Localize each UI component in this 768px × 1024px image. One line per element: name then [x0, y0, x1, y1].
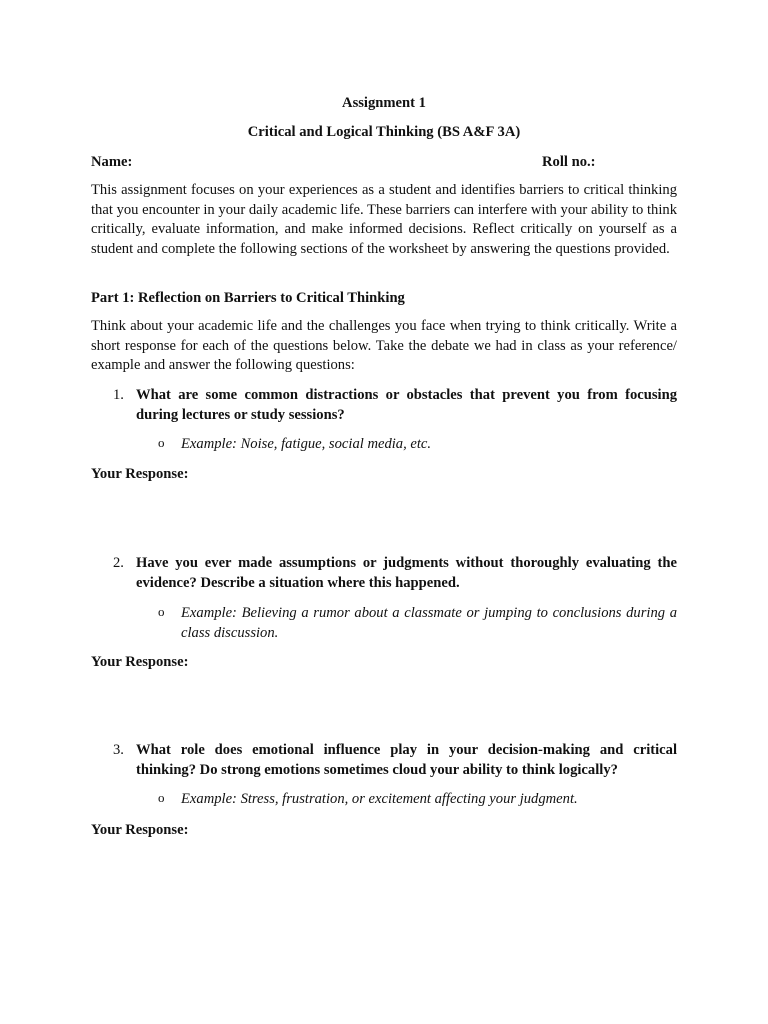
bullet-icon: o — [158, 604, 165, 619]
question-item — [91, 553, 677, 593]
example-item — [91, 603, 677, 643]
question-item — [91, 740, 677, 780]
response-label: Your Response: — [91, 822, 189, 838]
part1-heading: Part 1: Reflection on Barriers to Critical Thinking — [91, 290, 405, 306]
example-text: Example: Stress, frustration, or excitement affecting your judgment. — [181, 791, 578, 807]
question-text: What role does emotional influence play in your decision-making and critical thinking? Do strong emotions sometimes cloud your ability to think logically? — [136, 742, 677, 778]
document-subtitle: Critical and Logical Thinking (BS A&F 3A) — [247, 124, 521, 140]
question-number: 2. — [113, 555, 124, 571]
response-label: Your Response: — [91, 466, 189, 482]
document-title: Assignment 1 — [342, 95, 426, 111]
example-item — [91, 434, 677, 454]
bullet-icon: o — [158, 790, 165, 805]
question-text: Have you ever made assumptions or judgments without thoroughly evaluating the evidence? Describe a situation where this happened. — [136, 555, 677, 591]
question-item — [91, 385, 677, 425]
example-text: Example: Noise, fatigue, social media, etc. — [181, 436, 432, 452]
student-fields-row — [91, 152, 677, 172]
name-label: Name: — [91, 154, 133, 170]
example-item — [91, 789, 677, 809]
bullet-icon: o — [158, 435, 165, 450]
question-number: 3. — [113, 742, 124, 758]
response-label: Your Response: — [91, 654, 189, 670]
part1-instructions: Think about your academic life and the challenges you face when trying to think critically. Write a short response for each of the questions below. Take the debate we had in class as your reference/ example and answer the following questions: — [91, 318, 677, 373]
intro-paragraph: This assignment focuses on your experiences as a student and identifies barriers to critical thinking that you encounter in your daily academic life. These barriers can interfere with your ability to think critically, evaluate information, and make informed decisions. Reflect critically on yourself as a student and complete the following sections of the worksheet by answering the questions provided. — [91, 182, 677, 257]
example-text: Example: Believing a rumor about a classmate or jumping to conclusions during a class discussion. — [181, 605, 677, 641]
roll-number-label: Roll no.: — [542, 154, 596, 170]
question-text: What are some common distractions or obstacles that prevent you from focusing during lectures or study sessions? — [136, 387, 677, 423]
question-number: 1. — [113, 387, 124, 403]
